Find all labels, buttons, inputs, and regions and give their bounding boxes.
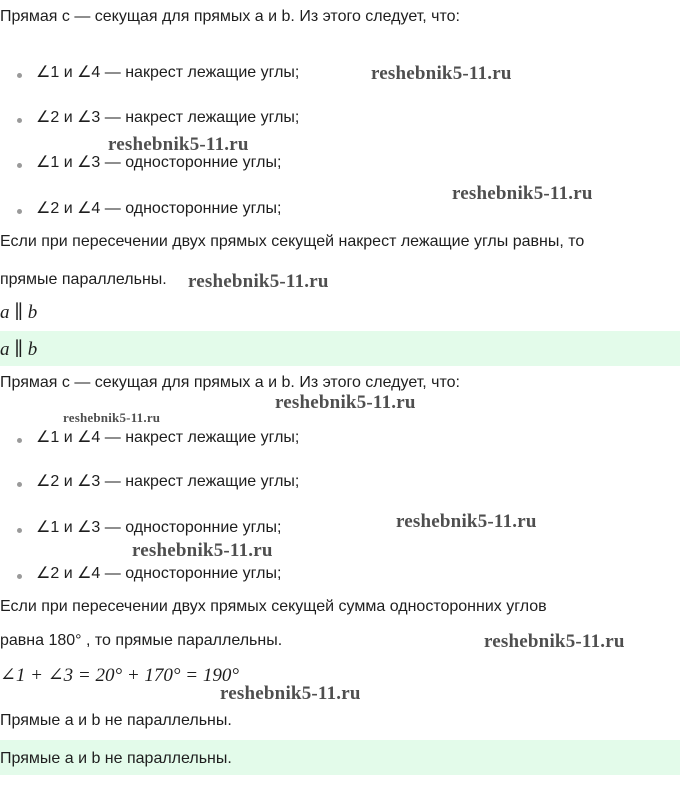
list-item: ∠2 и ∠4 — односторонние углы; — [36, 200, 282, 217]
formula: a ∥ b — [0, 302, 38, 323]
answer-text: a ∥ b — [0, 339, 38, 360]
watermark: reshebnik5-11.ru — [108, 134, 249, 155]
list-item: ∠1 и ∠3 — односторонние углы; — [36, 519, 282, 536]
rule-text-continued: прямые параллельны. — [0, 271, 167, 288]
intro-text: Прямая c — секущая для прямых a и b. Из этого следует, что: — [0, 8, 460, 25]
list-item: ∠1 и ∠4 — накрест лежащие углы; — [36, 64, 300, 81]
watermark: reshebnik5-11.ru — [275, 392, 416, 413]
bullet-icon — [17, 574, 22, 579]
watermark: reshebnik5-11.ru — [63, 410, 161, 425]
watermark: reshebnik5-11.ru — [188, 271, 329, 292]
list-item: ∠1 и ∠3 — односторонние углы; — [36, 154, 282, 171]
bullet-icon — [17, 118, 22, 123]
bullet-icon — [17, 209, 22, 214]
rule-text-continued: равна 180° , то прямые параллельны. — [0, 632, 283, 649]
watermark: reshebnik5-11.ru — [220, 683, 361, 704]
answer-box — [0, 331, 680, 366]
bullet-icon — [17, 528, 22, 533]
answer-text: Прямые a и b не параллельны. — [0, 750, 232, 767]
bullet-icon — [17, 73, 22, 78]
rule-text: Если при пересечении двух прямых секущей накрест лежащие углы равны, то — [0, 233, 585, 250]
list-item: ∠2 и ∠4 — односторонние углы; — [36, 565, 282, 582]
list-item: ∠2 и ∠3 — накрест лежащие углы; — [36, 473, 300, 490]
watermark: reshebnik5-11.ru — [371, 63, 512, 84]
formula: ∠1 + ∠3 = 20° + 170° = 190° — [0, 665, 239, 686]
watermark: reshebnik5-11.ru — [484, 631, 625, 652]
watermark: reshebnik5-11.ru — [132, 540, 273, 561]
intro-text: Прямая c — секущая для прямых a и b. Из этого следует, что: — [0, 374, 460, 391]
bullet-icon — [17, 438, 22, 443]
rule-text: Если при пересечении двух прямых секущей сумма односторонних углов — [0, 598, 547, 615]
conclusion-text: Прямые a и b не параллельны. — [0, 712, 232, 729]
watermark: reshebnik5-11.ru — [396, 511, 537, 532]
bullet-icon — [17, 163, 22, 168]
list-item: ∠1 и ∠4 — накрест лежащие углы; — [36, 429, 300, 446]
answer-box — [0, 740, 680, 775]
bullet-icon — [17, 482, 22, 487]
list-item: ∠2 и ∠3 — накрест лежащие углы; — [36, 109, 300, 126]
watermark: reshebnik5-11.ru — [452, 183, 593, 204]
